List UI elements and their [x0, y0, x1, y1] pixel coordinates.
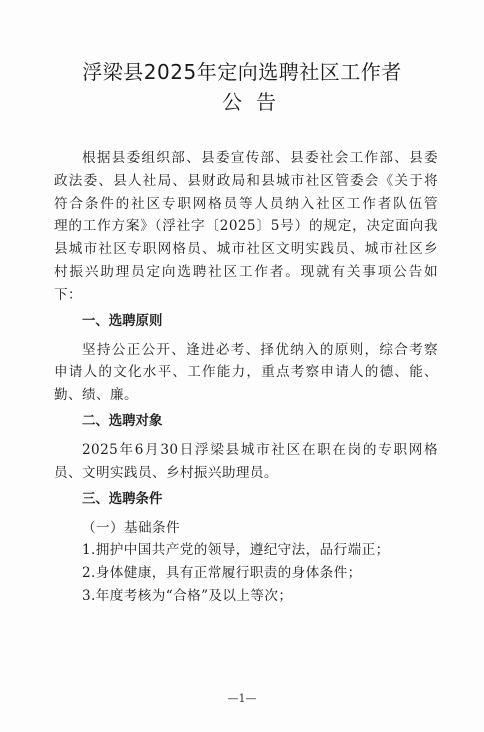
document-title: 浮梁县2025年定向选聘社区工作者 [82, 60, 402, 84]
intro-line: 县城市社区专职网格员、城市社区文明实践员、城市社区乡 [54, 241, 438, 258]
intro-line: 根据县委组织部、县委宣传部、县委社会工作部、县委 [82, 150, 438, 166]
intro-line: 理的工作方案》（浮社字〔2025〕5号）的规定，决定面向我 [54, 218, 438, 235]
section-line: 坚持公正公开、逢进必考、择优纳入的原则，综合考察 [82, 341, 438, 358]
section-heading-targets: 二、选聘对象 [82, 413, 163, 429]
document-body [54, 147, 438, 608]
section-line: 2025年6月30日浮梁县城市社区在职在岗的专职网格 [82, 441, 438, 458]
intro-line: 政法委、县人社局、县财政局和县城市社区管委会《关于将 [54, 172, 438, 189]
intro-line: 符合条件的社区专职网格员等人员纳入社区工作者队伍管 [54, 195, 438, 212]
intro-line: 下： [54, 286, 82, 303]
section-heading-principles: 一、选聘原则 [82, 313, 163, 329]
condition-item: 2.身体健康，具有正常履行职责的身体条件； [82, 565, 362, 582]
condition-item: 1.拥护中国共产党的领导，遵纪守法，品行端正； [82, 542, 390, 559]
document-subtitle: 公告 [222, 90, 290, 114]
page-number: —1— [227, 692, 257, 705]
section-line: 勤、绩、廉。 [54, 387, 138, 404]
section-heading-conditions: 三、选聘条件 [82, 491, 163, 507]
intro-line: 村振兴助理员定向选聘社区工作者。现就有关事项公告如 [54, 263, 438, 280]
section-line: 员、文明实践员、乡村振兴助理员。 [54, 464, 278, 481]
subsection-heading: （一）基础条件 [82, 519, 180, 536]
condition-item: 3.年度考核为“合格”及以上等次； [82, 587, 293, 604]
section-line: 申请人的文化水平、工作能力，重点考察申请人的德、能、 [54, 364, 438, 381]
